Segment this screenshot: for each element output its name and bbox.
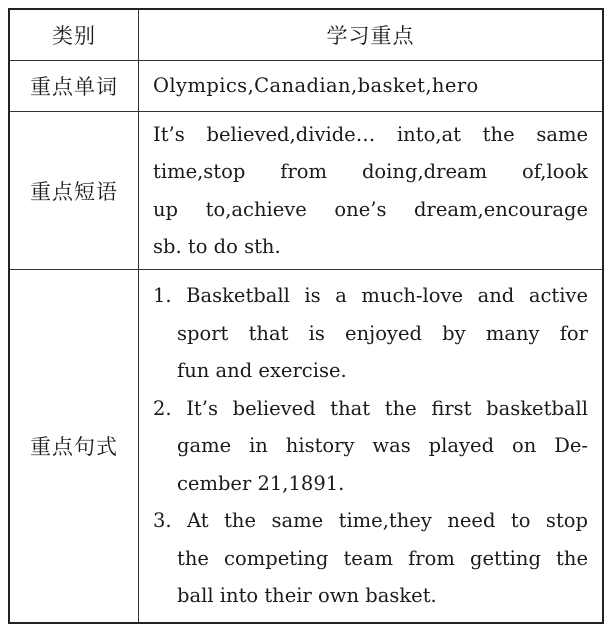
sentence-item <box>153 502 588 615</box>
category-cell: 重点短语 <box>9 112 139 270</box>
content-line: cember 21,1891. <box>177 471 345 495</box>
table-row-phrases <box>9 112 603 270</box>
category-cell: 重点句式 <box>9 270 139 624</box>
table-header-row <box>9 9 603 61</box>
content-line: It’s believed,divide… into,at the same <box>153 122 588 146</box>
content-cell <box>139 61 604 112</box>
content-cell <box>139 112 604 270</box>
content-line: the competing team from getting the <box>177 546 588 570</box>
content-line: sb. to do sth. <box>153 235 281 258</box>
header-category: 类别 <box>9 9 139 61</box>
content-line: 3. At the same time,they need to stop <box>153 509 588 533</box>
study-focus-table <box>8 8 604 624</box>
table-row-sentences <box>9 270 603 624</box>
header-focus: 学习重点 <box>139 9 604 61</box>
sentence-item <box>153 277 588 390</box>
content-line: time,stop from doing,dream of,look <box>153 160 588 183</box>
content-cell <box>139 270 604 624</box>
content-line: 1. Basketball is a much-love and active <box>153 284 588 308</box>
content-line: fun and exercise. <box>177 359 347 383</box>
table-row-words <box>9 61 603 112</box>
content-line: 2. It’s believed that the first basketball <box>153 396 588 420</box>
content-line: up to,achieve one’s dream,encourage <box>153 197 588 221</box>
content-line: ball into their own basket. <box>177 584 437 608</box>
content-line: Olympics,Canadian,basket,hero <box>153 74 479 98</box>
content-line: sport that is enjoyed by many for <box>177 321 588 345</box>
category-cell: 重点单词 <box>9 61 139 112</box>
sentence-item <box>153 390 588 503</box>
content-line: game in history was played on De- <box>177 434 588 458</box>
